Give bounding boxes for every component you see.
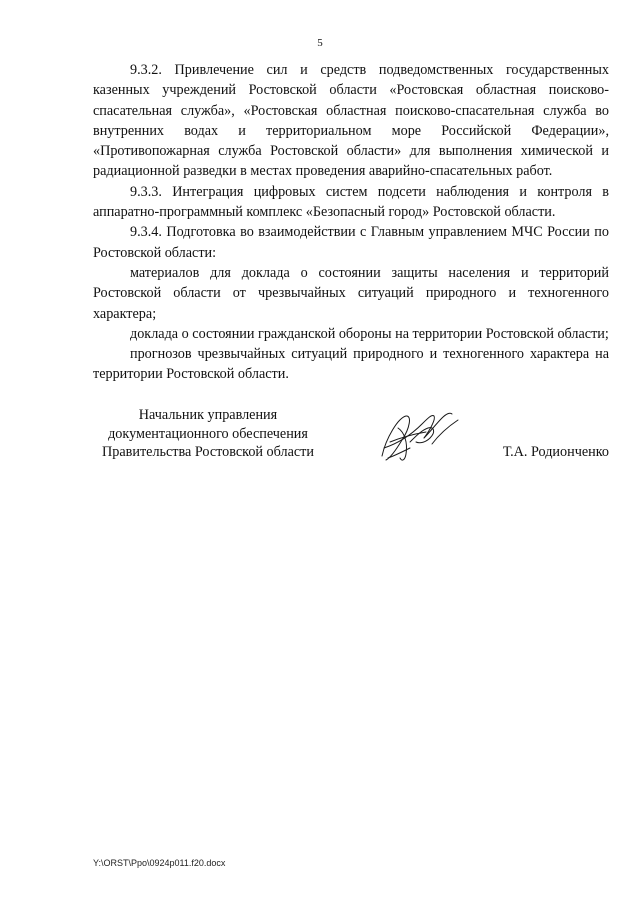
file-path-footer: Y:\ORST\Ppo\0924p011.f20.docx (93, 858, 226, 868)
signatory-name: Т.А. Родионченко (502, 444, 609, 460)
page-number: 5 (317, 37, 323, 49)
document-body (93, 60, 609, 385)
paragraph-9-3-2: 9.3.2. Привлечение сил и средств подведомственных государственных казенных учреждений Ростовской области «Ростовская областная поисково-спасательная служба», «Ростовская областная поисково-спасательная служба во внутренних водах и территориальном море Российской Федерации», «Противопожарная служба Ростовской области» для выполнения химической и радиационной разведки в местах проведения аварийно-спасательных работ. (93, 62, 609, 180)
paragraph-9-3-3: 9.3.3. Интеграция цифровых систем подсети наблюдения и контроля в аппаратно-программный комплекс «Безопасный город» Ростовской области. (93, 183, 609, 221)
signature-block (93, 406, 609, 466)
paragraph-civil-defense: доклада о состоянии гражданской обороны на территории Ростовской области; (130, 325, 609, 342)
signatory-title-line: документационного обеспечения (108, 425, 308, 442)
signatory-title-line: Начальник управления (138, 407, 278, 423)
handwritten-signature (376, 398, 466, 468)
signatory-title-line: Правительства Ростовской области (102, 444, 314, 460)
paragraph-9-3-4: 9.3.4. Подготовка во взаимодействии с Главным управлением МЧС России по Ростовской области: (93, 224, 609, 261)
signatory-title (93, 406, 323, 462)
paragraph-materials: материалов для доклада о состоянии защиты населения и территорий Ростовской области от чрезвычайных ситуаций природного и техногенного характера; (93, 264, 609, 322)
paragraph-forecasts: прогнозов чрезвычайных ситуаций природного и техногенного характера на территории Ростовской области. (93, 346, 609, 383)
